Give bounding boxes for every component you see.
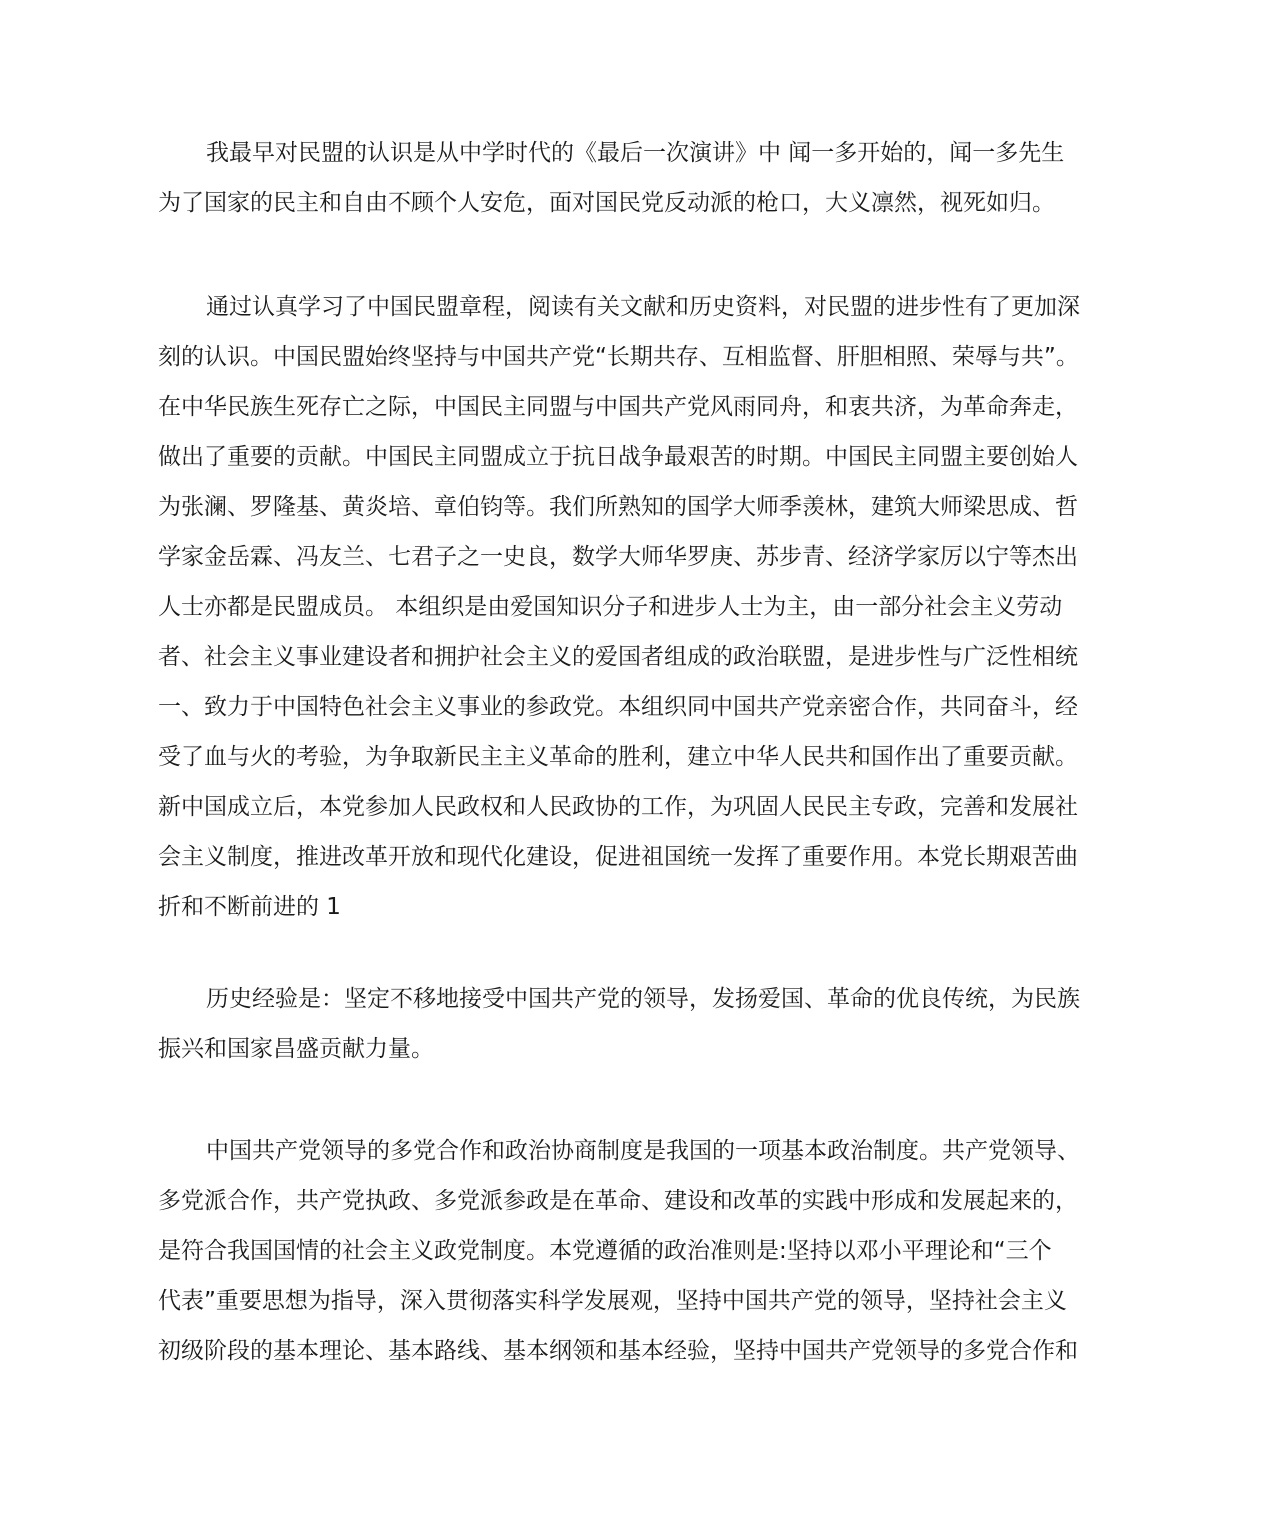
text-line: 者、社会主义事业建设者和拥护社会主义的爱国者组成的政治联盟，是进步性与广泛性相统 bbox=[158, 644, 1078, 670]
text-line: 代表”重要思想为指导，深入贯彻落实科学发展观，坚持中国共产党的领导，坚持社会主义 bbox=[158, 1288, 1067, 1314]
text-line: 新中国成立后，本党参加人民政权和人民政协的工作，为巩固人民民主专政，完善和发展社 bbox=[158, 794, 1078, 820]
text-line: 会主义制度，推进改革开放和现代化建设，促进祖国统一发挥了重要作用。本党长期艰苦曲 bbox=[158, 844, 1078, 870]
text-line: 为张澜、罗隆基、黄炎培、章伯钧等。我们所熟知的国学大师季羡林，建筑大师梁思成、哲 bbox=[158, 494, 1078, 520]
text-line: 通过认真学习了中国民盟章程，阅读有关文献和历史资料，对民盟的进步性有了更加深 bbox=[206, 294, 1080, 320]
text-line: 折和不断前进的 1 bbox=[158, 894, 341, 920]
text-line: 学家金岳霖、冯友兰、七君子之一史良，数学大师华罗庚、苏步青、经济学家厉以宁等杰出 bbox=[158, 544, 1078, 570]
text-line: 在中华民族生死存亡之际，中国民主同盟与中国共产党风雨同舟，和衷共济，为革命奔走， bbox=[158, 394, 1078, 420]
text-line: 是符合我国国情的社会主义政党制度。本党遵循的政治准则是:坚持以邓小平理论和“三个 bbox=[158, 1238, 1052, 1264]
text-line: 人士亦都是民盟成员。 本组织是由爱国知识分子和进步人士为主，由一部分社会主义劳动 bbox=[158, 594, 1063, 620]
text-line: 为了国家的民主和自由不顾个人安危，面对国民党反动派的枪口，大义凛然，视死如归。 bbox=[158, 190, 1055, 216]
text-line: 初级阶段的基本理论、基本路线、基本纲领和基本经验，坚持中国共产党领导的多党合作和 bbox=[158, 1338, 1078, 1364]
text-line: 受了血与火的考验，为争取新民主主义革命的胜利，建立中华人民共和国作出了重要贡献。 bbox=[158, 744, 1078, 770]
text-line: 多党派合作，共产党执政、多党派参政是在革命、建设和改革的实践中形成和发展起来的， bbox=[158, 1188, 1078, 1214]
paragraph-1 bbox=[158, 128, 1128, 228]
text-line: 一、致力于中国特色社会主义事业的参政党。本组织同中国共产党亲密合作，共同奋斗，经 bbox=[158, 694, 1078, 720]
text-line: 做出了重要的贡献。中国民主同盟成立于抗日战争最艰苦的时期。中国民主同盟主要创始人 bbox=[158, 444, 1078, 470]
paragraph-4 bbox=[158, 1126, 1128, 1376]
paragraph-2 bbox=[158, 282, 1128, 932]
text-line: 振兴和国家昌盛贡献力量。 bbox=[158, 1036, 434, 1062]
paragraph-3 bbox=[158, 974, 1128, 1074]
text-line: 我最早对民盟的认识是从中学时代的《最后一次演讲》中 闻一多开始的，闻一多先生 bbox=[206, 140, 1065, 166]
text-line: 中国共产党领导的多党合作和政治协商制度是我国的一项基本政治制度。共产党领导、 bbox=[206, 1138, 1080, 1164]
text-line: 刻的认识。中国民盟始终坚持与中国共产党“长期共存、互相监督、肝胆相照、荣辱与共”。 bbox=[158, 344, 1079, 370]
text-line: 历史经验是：坚定不移地接受中国共产党的领导，发扬爱国、革命的优良传统，为民族 bbox=[206, 986, 1080, 1012]
